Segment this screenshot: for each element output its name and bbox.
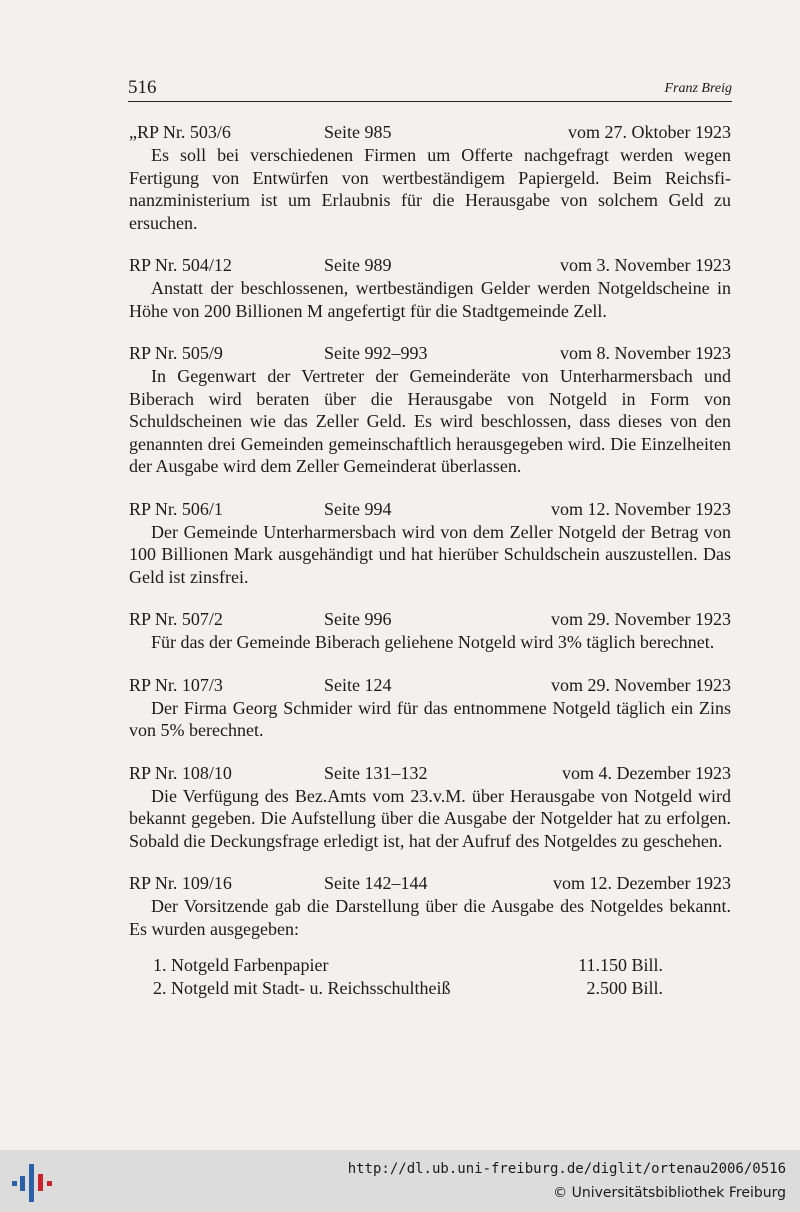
entry-page-ref: Seite 996 [324,609,392,629]
entry-reference: „RP Nr. 503/6 [129,122,231,142]
entry-heading [129,254,731,277]
protocol-entries [129,121,731,999]
entry-reference: RP Nr. 505/9 [129,343,223,363]
document-url[interactable]: http://dl.ub.uni-freiburg.de/diglit/ortenau2006/0516 [347,1161,786,1177]
entry-text: Für das der Gemeinde Biberach geliehene Notgeld wird 3% täglich berechnet. [151,632,715,652]
entry-page-ref: Seite 994 [324,498,392,519]
entry-reference: RP Nr. 107/3 [129,674,223,695]
entry-date: vom 29. November 1923 [551,674,731,695]
entry-date: vom 4. Dezember 1923 [562,762,731,783]
ub-freiburg-logo-icon[interactable] [12,1164,52,1202]
entry-date: vom 3. November 1923 [560,255,731,275]
entry-text: Der Vorsitzende gab die Darstellung über die Ausgabe des Notgeldes bekannt. Es wurden ausgegeben: [129,896,731,939]
entry-page-ref: Seite 992–993 [324,343,428,363]
entry-page-ref: Seite 142–144 [324,873,428,893]
issue-row [129,977,731,1000]
protocol-entry [129,872,731,999]
protocol-entry [129,498,731,589]
protocol-entry [129,608,731,654]
entry-reference: RP Nr. 109/16 [129,873,232,893]
page-number: 516 [128,77,157,98]
entry-text: Die Verfügung des Bez.Amts vom 23.v.M. über Herausgabe von Notgeld wird bekannt gegeben. Die Aufstellung über die Ausgabe der Notgelder hat zu erfolgen. Sobald die Deckungsfrage erledigt ist, hat der Aufruf des Notgeldes zu geschehen. [129,785,731,851]
issue-list [129,954,731,999]
issue-label: 1. Notgeld Farbenpapier [153,955,329,975]
copyright-notice: © Universitätsbibliothek Freiburg [553,1185,786,1201]
entry-heading [129,498,731,521]
protocol-entry [129,342,731,478]
protocol-entry [129,674,731,742]
issue-label: 2. Notgeld mit Stadt- u. Reichsschultheiß [153,977,451,998]
issue-amount: 2.500 Bill. [586,977,663,998]
entry-text: Der Firma Georg Schmider wird für das entnommene Notgeld täglich ein Zins von 5% berechnet. [129,697,731,740]
entry-page-ref: Seite 124 [324,674,392,695]
issue-amount: 11.150 Bill. [578,955,663,975]
viewer-footer [0,1150,800,1212]
entry-reference: RP Nr. 507/2 [129,609,223,629]
entry-date: vom 29. November 1923 [551,609,731,629]
entry-text: Der Gemeinde Unterharmersbach wird von dem Zeller Notgeld der Betrag von 100 Billionen Mark ausgehändigt und hat hierüber Schuldschein auszustellen. Das Geld ist zinsfrei. [129,521,731,587]
entry-heading [129,674,731,697]
entry-text: Es soll bei verschiedenen Firmen um Offerte nachgefragt werden wegen Fertigung von Entwürfen von wertbeständigem Papiergeld. Beim Reichsfinanzministerium ist um Erlaubnis für die Herausgabe von solchem Geld zu ersuchen. [129,145,731,233]
protocol-entry [129,254,731,322]
entry-date: vom 12. Dezember 1923 [553,873,731,893]
entry-heading [129,342,731,365]
entry-heading [129,762,731,785]
running-head-author: Franz Breig [664,81,732,96]
entry-date: vom 8. November 1923 [560,343,731,363]
entry-page-ref: Seite 985 [324,122,392,142]
entry-reference: RP Nr. 504/12 [129,255,232,275]
entry-heading [129,608,731,631]
page-header [128,77,732,102]
entry-page-ref: Seite 989 [324,255,392,275]
issue-row [129,954,731,977]
entry-page-ref: Seite 131–132 [324,762,428,783]
entry-date: vom 12. November 1923 [551,498,731,519]
protocol-entry [129,121,731,234]
entry-date: vom 27. Oktober 1923 [568,122,731,142]
entry-heading [129,121,731,144]
entry-heading [129,872,731,895]
entry-text: In Gegenwart der Vertreter der Gemeinderäte von Unterharmersbach und Biberach wird beraten über die Herausgabe von Notgeld in Form von Schuldscheinen wie das Zeller Geld. Es wird beschlossen, dass dieses von den genannten drei Gemeinden gemeinschaftlich herausgegeben wird. Die Einzelheiten der Ausgabe wird dem Zeller Gemeinderat überlassen. [129,366,731,476]
entry-reference: RP Nr. 506/1 [129,498,223,519]
entry-reference: RP Nr. 108/10 [129,762,232,783]
entry-text: Anstatt der beschlossenen, wertbeständigen Gelder werden Notgeldscheine in Höhe von 200 Billionen M angefertigt für die Stadtgemeinde Zell. [129,278,731,321]
protocol-entry [129,762,731,853]
